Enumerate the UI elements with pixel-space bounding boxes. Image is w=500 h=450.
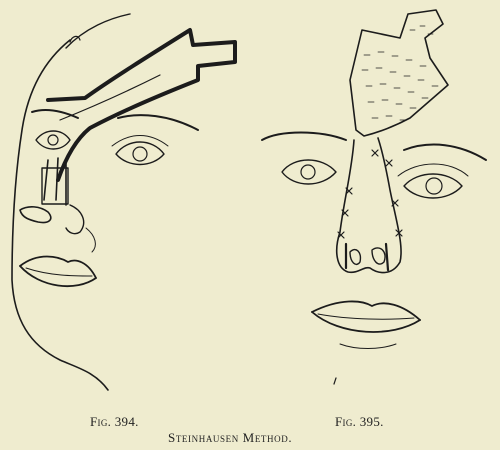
forehead-flap-left	[48, 30, 235, 180]
eyebrow-left-2	[118, 115, 198, 130]
pupil-right-1	[301, 165, 315, 179]
eyebrow-right-2	[404, 145, 486, 160]
mouth-right-upper	[312, 301, 420, 320]
figure-394-caption: Fig. 394.	[90, 414, 139, 429]
pupil-right-2	[426, 178, 442, 194]
mouth-right-lower	[312, 312, 420, 332]
pupil-left-1	[48, 135, 58, 145]
flap-stippling	[362, 26, 438, 120]
nose-right-shading	[346, 244, 388, 270]
nostril-right-2	[372, 248, 385, 264]
eye-left-1	[36, 131, 70, 149]
figure-395-caption: Fig. 395.	[335, 414, 384, 429]
nostril-right-1	[350, 250, 360, 265]
mark-right	[334, 378, 336, 384]
figure-394-drawing	[12, 14, 235, 390]
figure-395-drawing	[262, 10, 486, 384]
stitches	[338, 150, 402, 238]
chin-line-right	[340, 344, 396, 349]
nostril-left	[20, 207, 51, 223]
eyebrow-right-1	[262, 133, 346, 141]
nose-side-left	[66, 205, 84, 234]
eyelid-left-2	[112, 136, 168, 147]
mouth-left-line	[26, 268, 92, 276]
hairline-left	[66, 14, 130, 48]
method-title: Steinhausen Method.	[168, 430, 293, 445]
eye-right-1	[282, 160, 336, 184]
mouth-right-line	[318, 314, 414, 319]
forehead-flap-right	[350, 10, 448, 136]
cheek-line-left	[86, 228, 95, 252]
pupil-left-2	[133, 147, 147, 161]
eyebrow-left-1	[32, 110, 78, 118]
